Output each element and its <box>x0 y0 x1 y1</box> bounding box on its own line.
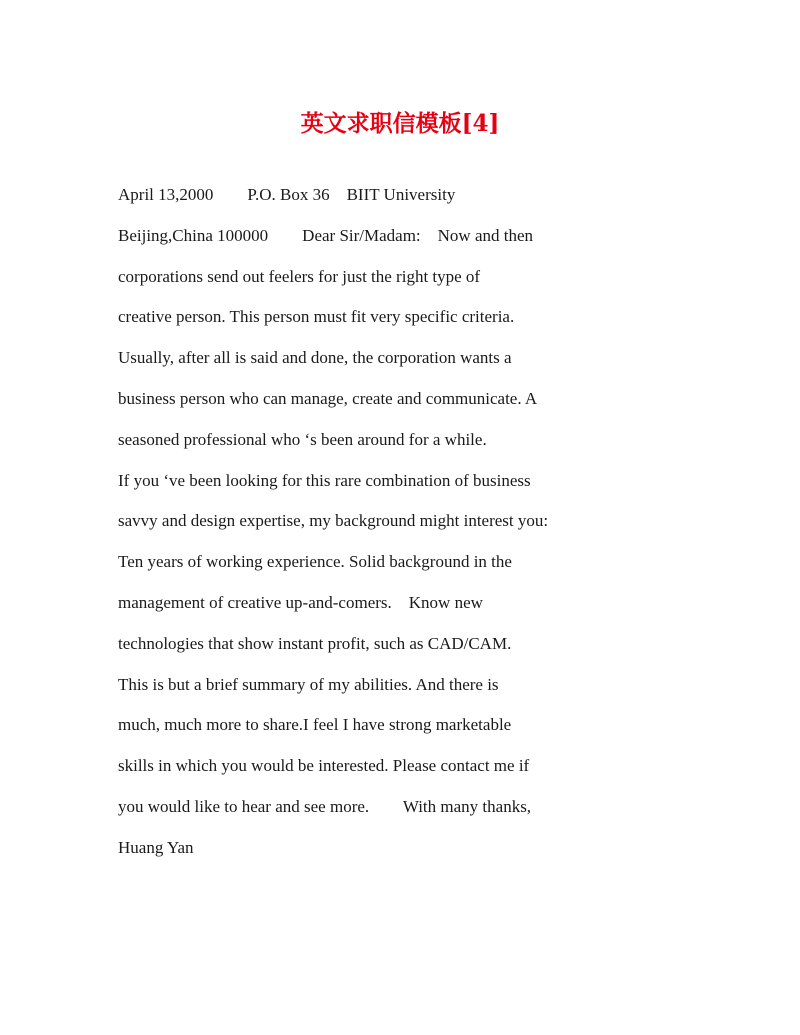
letter-line: seasoned professional who ‘s been around for a while. <box>118 429 487 449</box>
letter-line: Ten years of working experience. Solid background in the <box>118 552 512 572</box>
letter-line: technologies that show instant profit, such as CAD/CAM. <box>118 633 512 653</box>
letter-line: skills in which you would be interested. Please contact me if <box>118 756 530 776</box>
letter-line-date-address: April 13,2000 P.O. Box 36 BIIT University <box>118 185 456 204</box>
letter-line: savvy and design expertise, my background might interest you: <box>118 511 549 531</box>
letter-line: much, much more to share.I feel I have strong marketable <box>118 715 512 735</box>
letter-signature: Huang Yan <box>118 837 194 857</box>
letter-line: management of creative up-and-comers. Know new <box>118 592 483 612</box>
letter-line: This is but a brief summary of my abilities. And there is <box>118 674 499 694</box>
letter-body <box>118 175 698 869</box>
letter-line: If you ‘ve been looking for this rare combination of business <box>118 470 531 490</box>
letter-line: creative person. This person must fit very specific criteria. <box>118 307 515 327</box>
letter-line: business person who can manage, create and communicate. A <box>118 388 538 408</box>
document-title: 英文求职信模板[4] <box>300 110 500 137</box>
letter-line-closing: you would like to hear and see more. With many thanks, <box>118 796 532 816</box>
letter-line: Usually, after all is said and done, the corporation wants a <box>118 348 512 368</box>
letter-line: corporations send out feelers for just the right type of <box>118 266 481 286</box>
letter-line-city-salutation: Beijing,China 100000 Dear Sir/Madam: Now and then <box>118 225 534 245</box>
